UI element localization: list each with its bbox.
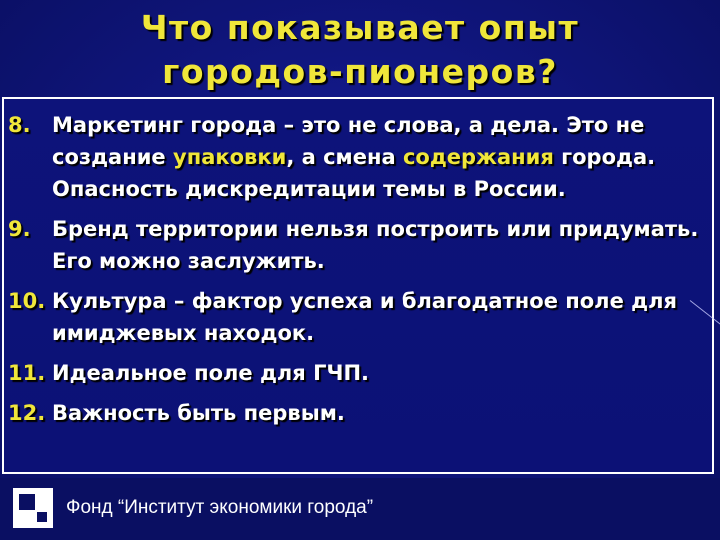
slide-title [0,6,720,94]
list-item [8,357,708,389]
content-box [2,97,714,474]
list-item [8,213,708,277]
list-item-number: 11. [8,361,46,385]
list-item-number: 9. [8,217,31,241]
title-line-1: Что показывает опыт [140,8,580,47]
numbered-list [8,109,708,437]
highlighted-text: содержания [402,145,554,169]
list-item [8,109,708,205]
list-item [8,397,708,429]
title-line-2: городов-пионеров? [162,52,558,91]
list-item-text: Бренд территории нельзя построить или придумать. Его можно заслужить. [52,217,699,273]
list-item-number: 8. [8,113,31,137]
foundation-logo-icon [13,488,53,528]
footer [0,478,720,540]
list-item-text: Идеальное поле для ГЧП. [52,361,370,385]
list-item-number: 12. [8,401,46,425]
list-item-text: города. Опасность дискредитации темы в России. [52,145,656,201]
list-item-number: 10. [8,289,46,313]
list-item-text: Важность быть первым. [52,401,345,425]
list-item-text: , а смена [286,145,403,169]
list-item-text: Культура – фактор успеха и благодатное поле для имиджевых находок. [52,289,677,345]
list-item [8,285,708,349]
footer-organization-name: Фонд “Институт экономики города” [66,497,374,518]
highlighted-text: упаковки [173,145,287,169]
list-item-text: Маркетинг города – это не слова, а дела. Это не создание [52,113,645,169]
